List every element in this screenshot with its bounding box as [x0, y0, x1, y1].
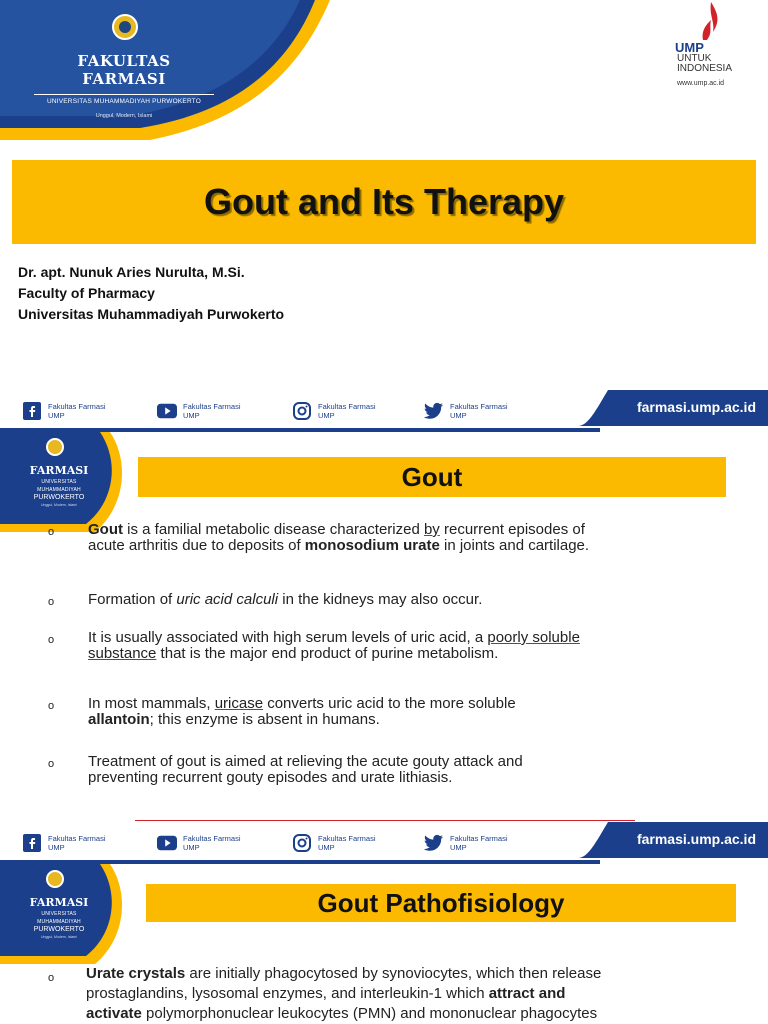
social-twitter[interactable] — [424, 396, 508, 426]
term-uric-acid-calculi: uric acid calculi — [176, 591, 279, 608]
text-run: recurrent episodes of — [439, 521, 585, 538]
brand-sub-2: MUHAMMADIYAH — [37, 487, 81, 493]
instagram-icon — [292, 833, 312, 853]
text-run: are initially phagocytosed by synoviocytes, which then release — [185, 965, 602, 982]
ump-logo — [673, 0, 763, 100]
text-run: poorly soluble — [487, 629, 580, 646]
social-label-sub: UMP — [318, 411, 335, 420]
social-label-sub: UMP — [450, 843, 467, 852]
slide-footer — [0, 390, 768, 432]
term-urate-crystals: Urate crystals — [86, 965, 186, 982]
brand-tagline: Unggul, Modern, Islami — [41, 935, 77, 939]
title-slide — [0, 0, 768, 432]
author-name: Dr. apt. Nunuk Aries Nurulta, M.Si. — [18, 264, 245, 280]
brand-sub-3: PURWOKERTO — [33, 494, 85, 501]
social-instagram[interactable] — [292, 396, 376, 426]
social-label-sub: UMP — [48, 411, 65, 420]
social-youtube[interactable] — [157, 396, 241, 426]
faculty-brand — [10, 894, 108, 939]
flame-icon — [699, 2, 723, 42]
social-label-sub: UMP — [48, 843, 65, 852]
social-label-sub: UMP — [318, 843, 335, 852]
brand-sub-3: PURWOKERTO — [33, 926, 85, 933]
text-run: that is the major end product of purine metabolism. — [156, 645, 499, 662]
text-run: substance — [88, 645, 157, 662]
author-faculty: Faculty of Pharmacy — [18, 285, 155, 301]
text-run: polymorphonuclear leukocytes (PMN) and mononuclear phagocytes — [141, 1005, 598, 1022]
social-facebook[interactable] — [22, 396, 106, 426]
text-run: is a familial metabolic disease characterized — [123, 521, 424, 538]
social-label: Fakultas Farmasi — [48, 402, 106, 411]
twitter-icon — [424, 401, 444, 421]
facebook-icon — [22, 833, 42, 853]
slide-heading: Gout Pathofisiology — [317, 887, 565, 918]
social-label-sub: UMP — [183, 843, 200, 852]
bullet-marker: o — [48, 596, 55, 608]
presentation-title: Gout and Its Therapy — [203, 181, 565, 222]
brand-name: FARMASI — [29, 464, 89, 477]
social-label-sub: UMP — [183, 411, 200, 420]
social-instagram[interactable] — [292, 828, 376, 858]
brand-university: UNIVERSITAS MUHAMMADIYAH PURWOKERTO — [34, 94, 214, 105]
text-run: Formation of — [88, 591, 177, 608]
social-label: Fakultas Farmasi — [450, 834, 508, 843]
term-attract: attract and — [488, 985, 566, 1002]
brand-name: FAKULTAS FARMASI — [77, 52, 171, 88]
text-run: in the kidneys may also occur. — [278, 591, 483, 608]
faculty-seal-icon — [46, 870, 64, 888]
faculty-seal-icon — [46, 438, 64, 456]
youtube-icon — [157, 401, 177, 421]
text-run: converts uric acid to the more soluble — [263, 695, 516, 712]
text-run: prostaglandins, lysosomal enzymes, and interleukin-1 which — [86, 985, 489, 1002]
heading-bar — [146, 884, 736, 922]
social-label: Fakultas Farmasi — [450, 402, 508, 411]
term-allantoin: allantoin — [88, 711, 150, 728]
term-monosodium-urate: monosodium urate — [304, 537, 440, 554]
untuk-indonesia-text: UNTUK INDONESIA — [677, 53, 733, 74]
slide-footer — [0, 822, 768, 864]
social-label-sub: UMP — [450, 411, 467, 420]
bullet-marker: o — [48, 634, 55, 646]
website-url: farmasi.ump.ac.id — [636, 399, 756, 415]
website-link[interactable] — [578, 822, 768, 858]
title-bar — [12, 160, 756, 244]
social-twitter[interactable] — [424, 828, 508, 858]
heading-bar — [138, 457, 726, 497]
youtube-icon — [157, 833, 177, 853]
divider-line — [135, 820, 635, 821]
text-run: In most mammals, — [88, 695, 215, 712]
gout-slide — [0, 432, 768, 864]
twitter-icon — [424, 833, 444, 853]
social-label: Fakultas Farmasi — [318, 834, 376, 843]
ump-url: www.ump.ac.id — [677, 80, 725, 87]
brand-tagline: Unggul, Modern, Islami — [41, 503, 77, 507]
social-label: Fakultas Farmasi — [183, 834, 241, 843]
text-run: It is usually associated with high serum levels of uric acid, a — [88, 629, 488, 646]
social-label: Fakultas Farmasi — [318, 402, 376, 411]
text-run: ; this enzyme is absent in humans. — [149, 711, 380, 728]
social-youtube[interactable] — [157, 828, 241, 858]
instagram-icon — [292, 401, 312, 421]
text-run: preventing recurrent gouty episodes and urate lithiasis. — [88, 769, 453, 786]
website-url: farmasi.ump.ac.id — [636, 831, 756, 847]
text-run: acute arthritis due to deposits of — [88, 537, 305, 554]
faculty-brand — [34, 52, 214, 119]
bullet-marker: o — [48, 526, 55, 538]
bullet-marker: o — [48, 700, 55, 712]
website-link[interactable] — [578, 390, 768, 426]
ump-text: UMP — [675, 40, 704, 55]
bullet-marker: o — [48, 758, 55, 770]
slide-heading: Gout — [401, 461, 463, 492]
brand-name: FARMASI — [29, 896, 89, 909]
author-block — [18, 262, 284, 325]
brand-sub-2: MUHAMMADIYAH — [37, 919, 81, 925]
pathophysiology-slide — [0, 864, 768, 1024]
author-university: Universitas Muhammadiyah Purwokerto — [18, 306, 285, 322]
faculty-brand — [10, 462, 108, 507]
text-run: Treatment of gout is aimed at relieving the acute gouty attack and — [88, 753, 523, 770]
brand-tagline: Unggul, Modern, Islami — [95, 113, 153, 119]
social-label: Fakultas Farmasi — [48, 834, 106, 843]
social-facebook[interactable] — [22, 828, 106, 858]
brand-sub-1: UNIVERSITAS — [41, 911, 77, 917]
brand-sub-1: UNIVERSITAS — [41, 479, 77, 485]
text-run: in joints and cartilage. — [439, 537, 590, 554]
term-uricase: uricase — [214, 695, 264, 712]
facebook-icon — [22, 401, 42, 421]
faculty-seal-icon — [112, 14, 138, 40]
bullet-marker: o — [48, 972, 55, 984]
term-gout: Gout — [88, 521, 123, 538]
text-run: by — [423, 521, 440, 538]
social-label: Fakultas Farmasi — [183, 402, 241, 411]
term-activate: activate — [86, 1005, 142, 1022]
